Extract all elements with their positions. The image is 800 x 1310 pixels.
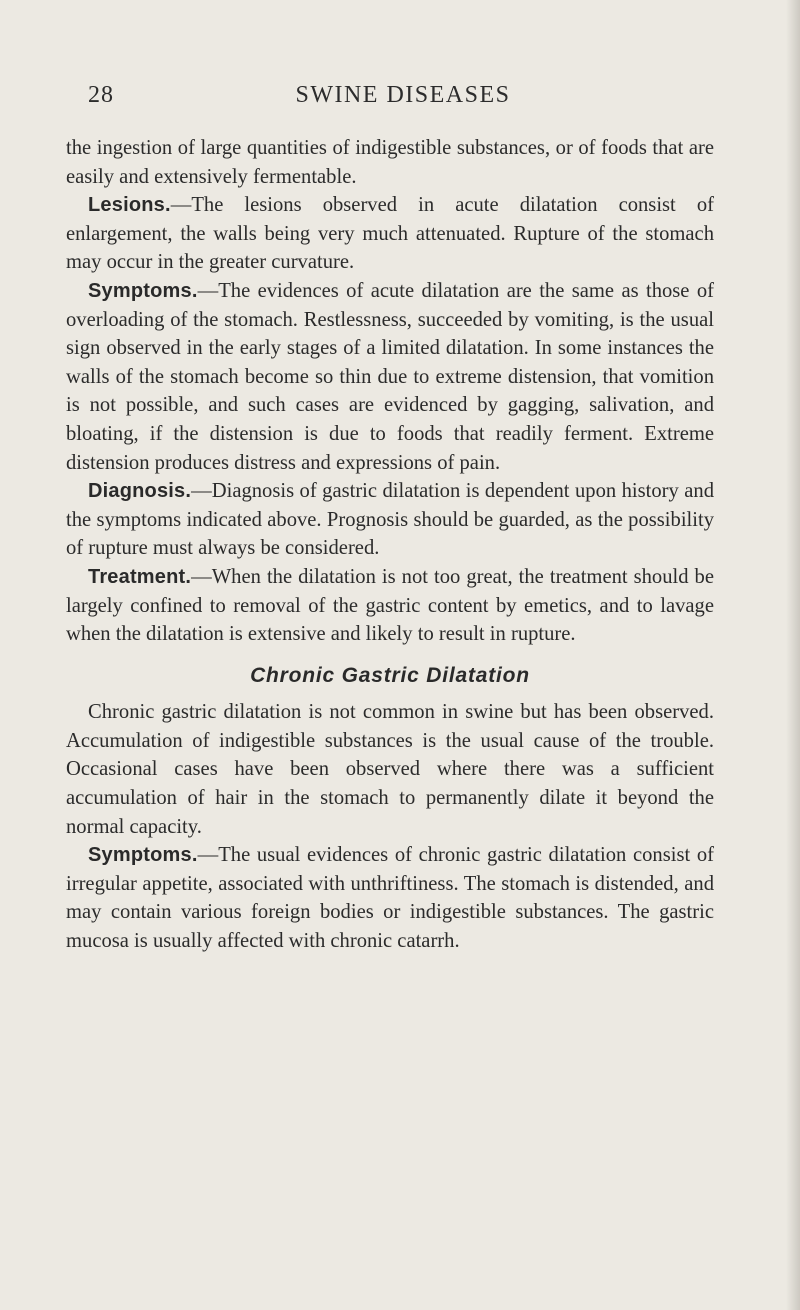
chronic-intro-paragraph: Chronic gastric dilatation is not common in swine but has been observed. Accumulation of indigestible substances is the usual cause of the trouble. Occasional cases have been observed where there was a sufficient accumulation of hair in the stomach to permanently dilate it beyond the normal capacity. <box>66 701 714 838</box>
chronic-symptoms-text: —The usual evidences of chronic gastric dilatation consist of irregular appetite, associated with unthriftiness. The stomach is distended, and may contain various foreign bodies or indigestible substances. The gastric mucosa is usually affected with chronic catarrh. <box>66 844 714 953</box>
symptoms-text: —The evidences of acute dilatation are the same as those of overloading of the stomach. Restlessness, succeeded by vomiting, is the usual sign observed in the early stages of a limited dilatation. In some instances the walls of the stomach become so thin due to extreme distension, that vomition is not possible, and such cases are evidenced by gagging, salivation, and bloating, if the distension is due to foods that readily ferment. Extreme distension produces distress and expressions of pain. <box>66 279 714 474</box>
section-title: Chronic Gastric Dilatation <box>250 663 530 687</box>
diagnosis-text: —Diagnosis of gastric dilatation is dependent upon history and the symptoms indicated above. Prognosis should be guarded, as the possibility of rupture must always be considered. <box>66 480 714 560</box>
lesions-paragraph <box>66 191 714 277</box>
chronic-symptoms-heading: Symptoms. <box>88 844 198 867</box>
page-number: 28 <box>88 82 114 108</box>
lesions-heading: Lesions. <box>88 194 171 217</box>
diagnosis-heading: Diagnosis. <box>88 480 192 503</box>
intro-continuation: the ingestion of large quantities of indigestible substances, or of foods that are easily and extensively fermentable. <box>66 137 714 188</box>
symptoms-paragraph <box>66 277 714 477</box>
treatment-heading: Treatment. <box>88 565 192 588</box>
diagnosis-paragraph <box>66 477 714 563</box>
page-edge-shadow <box>786 0 800 1310</box>
running-title: SWINE DISEASES <box>295 82 511 108</box>
symptoms-heading: Symptoms. <box>88 279 198 302</box>
running-head <box>88 82 712 116</box>
lesions-text: —The lesions observed in acute dilatation consist of enlargement, the walls being very much attenuated. Rupture of the stomach may occur in the greater curvature. <box>66 194 714 274</box>
chronic-symptoms-paragraph <box>66 841 714 955</box>
treatment-text: —When the dilatation is not too great, the treatment should be largely confined to removal of the gastric content by emetics, and to lavage when the dilatation is extensive and likely to result in rupture. <box>66 565 714 646</box>
treatment-paragraph <box>66 563 714 649</box>
body-text <box>66 134 714 956</box>
